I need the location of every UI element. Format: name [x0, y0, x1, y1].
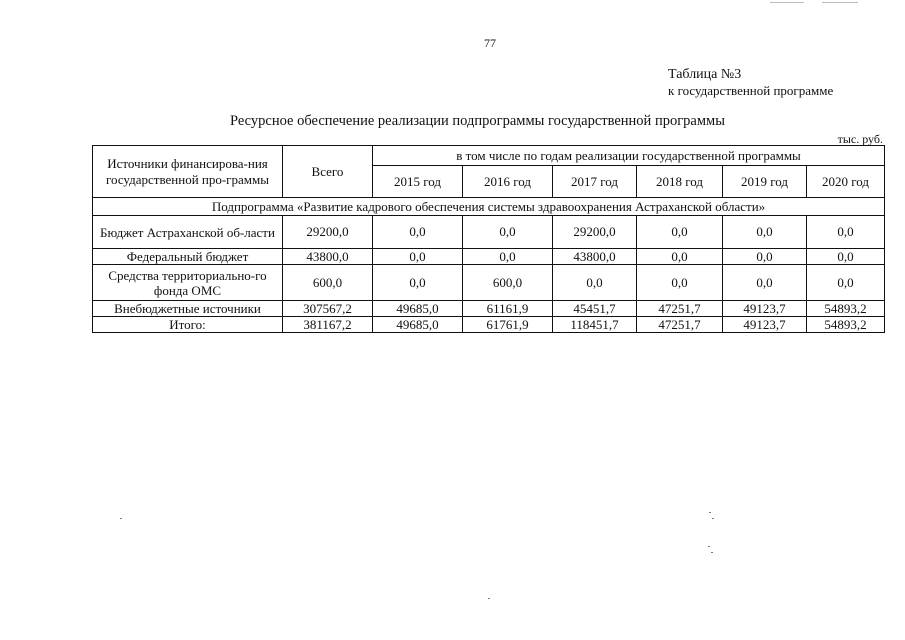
year-header: 2018 год [637, 166, 723, 198]
cell-value: 47251,7 [637, 317, 723, 333]
page-number: 77 [484, 36, 496, 50]
cell-value: 0,0 [723, 249, 807, 265]
cell-value: 45451,7 [553, 301, 637, 317]
row-source: Внебюджетные источники [93, 301, 283, 317]
cell-value: 49685,0 [373, 301, 463, 317]
cell-value: 49123,7 [723, 317, 807, 333]
cell-value: 54893,2 [807, 317, 885, 333]
cell-value: 47251,7 [637, 301, 723, 317]
cell-value: 49123,7 [723, 301, 807, 317]
cell-value: 0,0 [637, 249, 723, 265]
scan-speck [709, 512, 711, 513]
total-row [93, 317, 885, 333]
scan-speck [488, 598, 490, 599]
table-note: к государственной программе [668, 83, 834, 98]
cell-value: 0,0 [373, 216, 463, 249]
year-header: 2020 год [807, 166, 885, 198]
cell-value: 0,0 [723, 216, 807, 249]
table-row [93, 301, 885, 317]
year-header: 2015 год [373, 166, 463, 198]
scan-speck [712, 518, 714, 519]
subprogram-title: Подпрограмма «Развитие кадрового обеспечения системы здравоохранения Астраханской области» [93, 198, 885, 216]
cell-value: 118451,7 [553, 317, 637, 333]
table-row [93, 265, 885, 301]
header-total: Всего [283, 146, 373, 198]
scan-speck [120, 518, 122, 519]
scan-speck [711, 552, 713, 553]
row-total: 381167,2 [283, 317, 373, 333]
cell-value: 29200,0 [553, 216, 637, 249]
row-total: 600,0 [283, 265, 373, 301]
cell-value: 0,0 [807, 216, 885, 249]
cell-value: 0,0 [807, 265, 885, 301]
row-total: 43800,0 [283, 249, 373, 265]
resource-table [92, 145, 885, 333]
cell-value: 61161,9 [463, 301, 553, 317]
cell-value: 0,0 [373, 265, 463, 301]
cell-value: 0,0 [723, 265, 807, 301]
cell-value: 0,0 [553, 265, 637, 301]
row-source: Итого: [93, 317, 283, 333]
table-row [93, 249, 885, 265]
scan-speck [708, 546, 710, 547]
cell-value: 43800,0 [553, 249, 637, 265]
cell-value: 600,0 [463, 265, 553, 301]
row-source: Средства территориально-го фонда ОМС [93, 265, 283, 301]
row-source: Бюджет Астраханской об-ласти [93, 216, 283, 249]
header-source: Источники финансирова-ния государственной про-граммы [93, 146, 283, 198]
table-row [93, 216, 885, 249]
year-header: 2019 год [723, 166, 807, 198]
cell-value: 0,0 [463, 249, 553, 265]
year-header: 2017 год [553, 166, 637, 198]
cell-value: 0,0 [637, 265, 723, 301]
scan-artifact [822, 2, 858, 3]
scan-artifact [770, 2, 804, 3]
header-years-group: в том числе по годам реализации государственной программы [373, 146, 885, 166]
cell-value: 0,0 [637, 216, 723, 249]
cell-value: 0,0 [463, 216, 553, 249]
year-header: 2016 год [463, 166, 553, 198]
cell-value: 54893,2 [807, 301, 885, 317]
cell-value: 0,0 [807, 249, 885, 265]
row-total: 307567,2 [283, 301, 373, 317]
units-label: тыс. руб. [837, 132, 883, 146]
cell-value: 61761,9 [463, 317, 553, 333]
table-label: Таблица №3 [668, 67, 742, 82]
subprogram-row [93, 198, 885, 216]
cell-value: 49685,0 [373, 317, 463, 333]
header-row [93, 146, 885, 166]
row-total: 29200,0 [283, 216, 373, 249]
document-title: Ресурсное обеспечение реализации подпрограммы государственной программы [230, 113, 725, 129]
cell-value: 0,0 [373, 249, 463, 265]
row-source: Федеральный бюджет [93, 249, 283, 265]
